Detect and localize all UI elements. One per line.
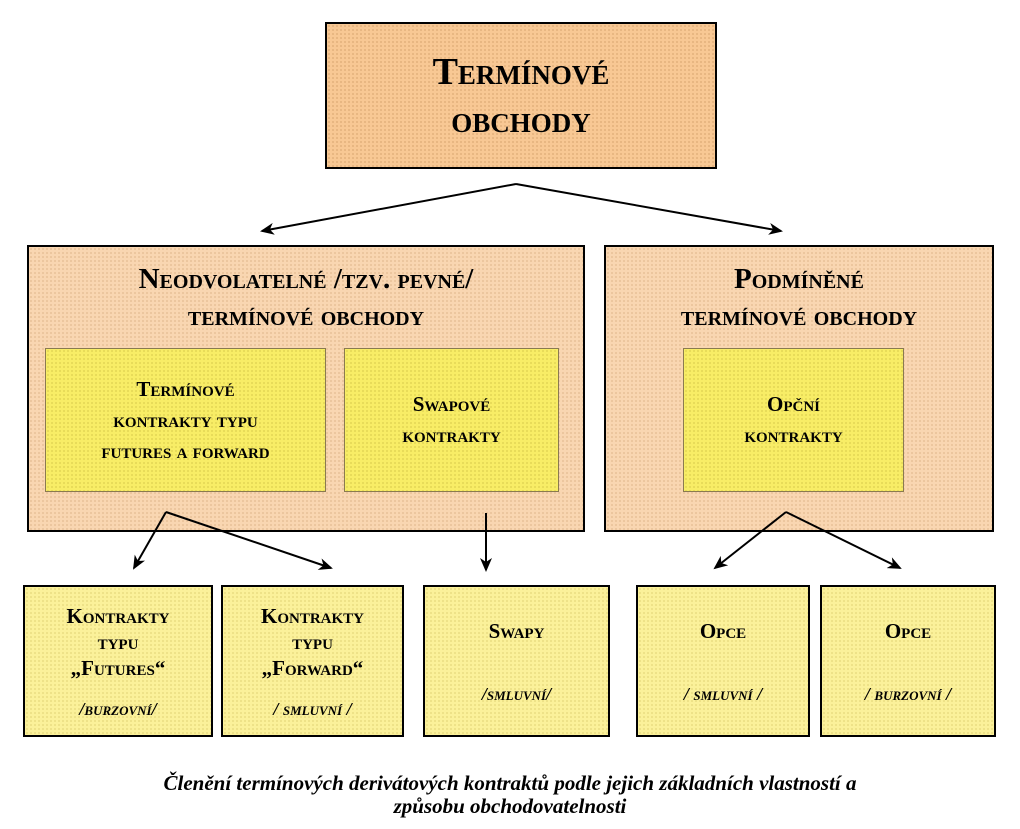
leaf-futures xyxy=(23,585,213,737)
leaf-swaps-line1: Swapy xyxy=(488,618,545,643)
group-left-title-line1: Neodvolatelné /tzv. pevné/ xyxy=(138,263,474,295)
box-futures-forward-contracts xyxy=(45,348,326,492)
leaf-swaps-sub: /smluvní/ xyxy=(481,683,552,704)
leaf-forward-line1: Kontrakty xyxy=(260,603,364,628)
leaf-options-exchange-sub: / burzovní / xyxy=(864,683,952,704)
leaf-options-exchange-line1: Opce xyxy=(884,618,932,643)
box-option-contracts xyxy=(683,348,904,492)
futfwd-line3: futures a forward xyxy=(101,438,270,463)
opck-line2: kontrakty xyxy=(744,423,843,447)
root-title-line2: obchody xyxy=(451,98,591,141)
caption-line1: Členění termínových derivátových kontraktů podle jejich základních vlastností a xyxy=(163,771,857,795)
leaf-futures-line2: typu xyxy=(97,629,139,654)
futfwd-line2: kontrakty typu xyxy=(113,407,258,432)
leaf-forward-line2: typu xyxy=(292,629,333,654)
leaf-options-otc-sub: / smluvní / xyxy=(683,683,763,704)
swapk-line2: kontrakty xyxy=(402,423,501,447)
futfwd-line1: Termínové xyxy=(136,376,235,401)
arrow-root-to-left xyxy=(262,184,516,231)
leaf-futures-line1: Kontrakty xyxy=(66,603,170,628)
figure-caption xyxy=(0,772,1020,818)
leaf-futures-line3: „Futures“ xyxy=(70,655,166,680)
root-box-terminove-obchody xyxy=(325,22,717,169)
leaf-options-otc xyxy=(636,585,810,737)
leaf-options-exchange xyxy=(820,585,996,737)
caption-line2: způsobu obchodovatelnosti xyxy=(393,794,627,818)
leaf-forward-line3: „Forward“ xyxy=(261,655,364,680)
leaf-futures-sub: /burzovní/ xyxy=(79,698,157,719)
leaf-forward-sub: / smluvní / xyxy=(273,698,352,719)
box-swap-contracts xyxy=(344,348,559,492)
root-title-line1: Termínové xyxy=(432,50,610,93)
group-right-title-line2: termínové obchody xyxy=(680,300,918,332)
swapk-line1: Swapové xyxy=(412,392,491,416)
leaf-options-otc-line1: Opce xyxy=(699,618,747,643)
opck-line1: Opční xyxy=(767,392,820,416)
group-right-title-line1: Podmíněné xyxy=(734,263,864,295)
leaf-swaps xyxy=(423,585,610,737)
leaf-forward xyxy=(221,585,404,737)
arrow-root-to-right xyxy=(516,184,781,231)
group-left-title-line2: termínové obchody xyxy=(187,300,425,332)
